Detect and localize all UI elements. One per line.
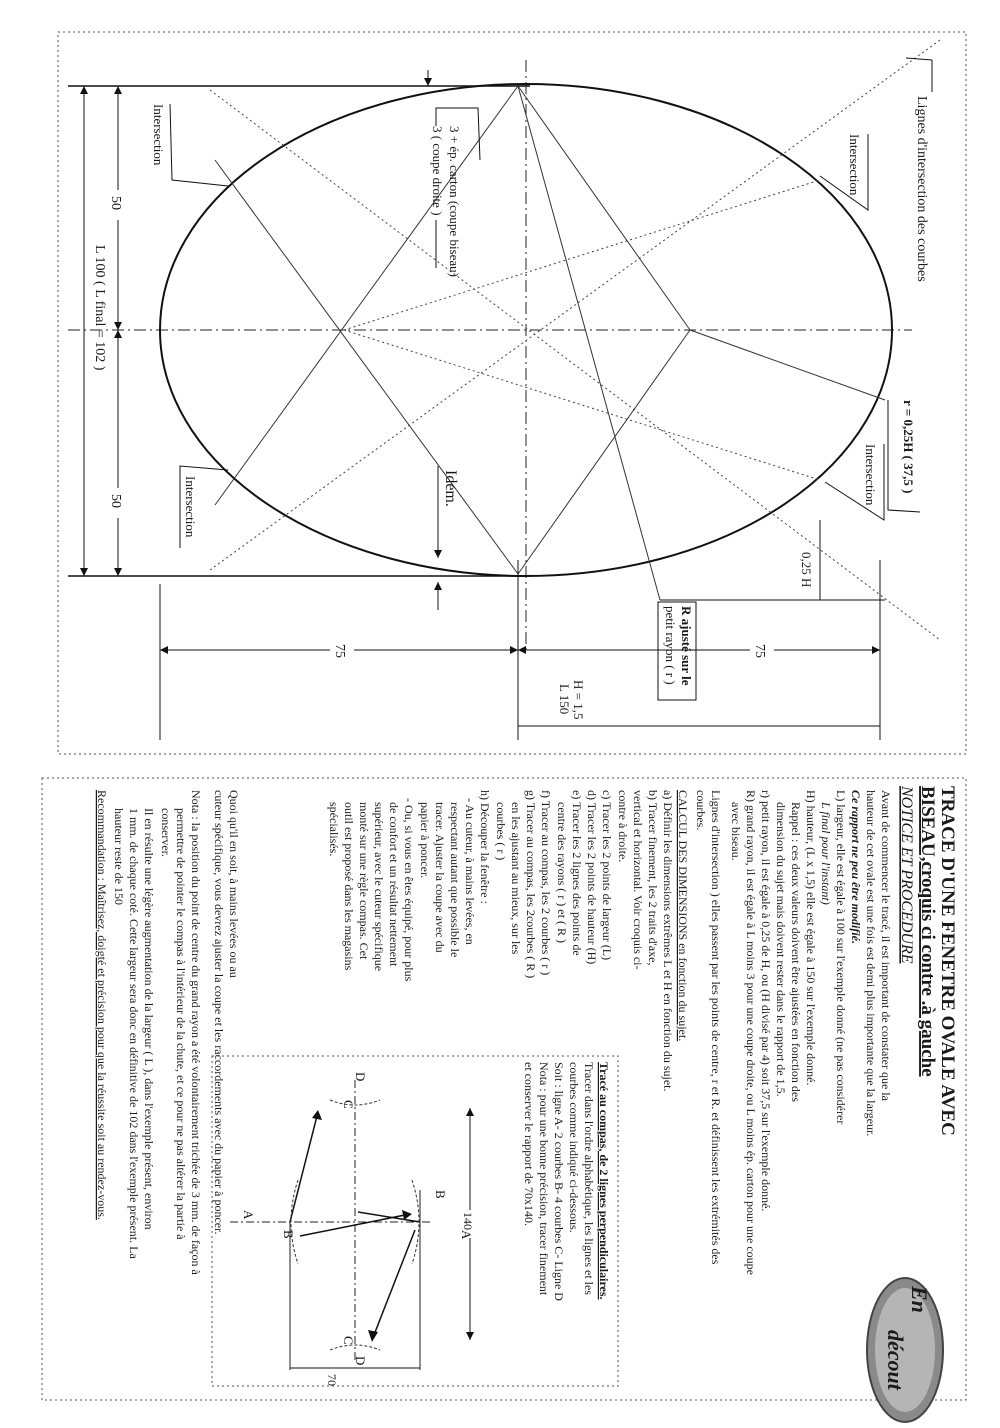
dim-H-label: H = 1,5 [571, 680, 586, 720]
dim-50-right: 50 [108, 494, 123, 508]
arrow-50-top [114, 86, 122, 94]
notice-line: R) grand rayon, il est égale à L moins 3 pour une coupe droite, ou L moins ép. carton pour une coupe [744, 790, 758, 1275]
notice-line: g) Tracer au compas, les 2courbes ( R ) [524, 790, 538, 979]
sketch-dim-140-arrow-top [466, 1108, 474, 1116]
sketch-arrow-2-head [402, 1210, 412, 1220]
notice-line: a) Définir les dimensions extrêmes L et H en fonction du sujet. [661, 790, 675, 1092]
notice-line: Rappel : ces deux valeurs doivent être ajustées en fonction des [789, 802, 803, 1102]
sketch-D2: D [353, 1356, 368, 1366]
sketch-arrow-1 [290, 1112, 318, 1222]
oval-drawing [58, 32, 966, 754]
notice-line: vertical et horizontal. Voir croquis ci- [631, 790, 645, 970]
radius-line-4 [518, 86, 660, 600]
notice-line: courbes ( r ) [494, 802, 508, 861]
sketch-A2: A [459, 1230, 474, 1240]
notice-line: Nota : la position du point de centre du grand rayon a été volontairement trichée de 3 mm. de façon à [189, 790, 203, 1275]
dim-50-left: 50 [108, 196, 123, 210]
radius-line-5 [215, 86, 518, 505]
notice-line: monté sur une règle compas. Cet [357, 802, 371, 960]
carton-label-1: 3 + ép. carton (coupe biseau) [447, 126, 462, 277]
carton-label-2: 3 ( coupe droite ) [430, 126, 445, 216]
arrow-L-bottom [80, 568, 88, 576]
radius-line-6 [215, 160, 518, 574]
notice-line: 1 mm. de chaque coté. Cette largeur sera donc en définitive de 102 dans l'exemple présent. La [127, 808, 141, 1259]
dim-75-top: 75 [752, 644, 767, 658]
notice-line: c) Tracer les 2 points de largeur (L) [600, 790, 614, 961]
notice-line: H) hauteur, (L x 1,5) elle est égale à 150 sur l'exemple donné. [804, 790, 818, 1086]
dim-L100-label: L 100 ( L final = 102 ) [92, 245, 107, 371]
notice-line: supérieur, avec le cuteur spécifique [372, 802, 386, 972]
sketch-arrow-4 [372, 1230, 415, 1340]
sketch-dim-140: 140 [461, 1212, 475, 1230]
notice-line: Avant de commencer le tracé, il est important de constater que la [879, 790, 893, 1101]
notice-line: tracer. Ajuster la coupe avec du [433, 802, 447, 953]
arrow-H-left [160, 646, 168, 654]
intersection-line-c [344, 180, 820, 330]
notice-section: NOTICE ET PROCEDURE [898, 786, 915, 964]
intersection-label-1: Intersection [151, 104, 166, 166]
idem-arrow [434, 550, 442, 558]
notice-line: courbes. [694, 790, 708, 831]
notice-line: spécialisés. [327, 802, 341, 857]
sketch-A1: A [241, 1210, 256, 1220]
notice-line: avec biseau. [729, 802, 743, 861]
big-radius-label-1: R ajusté sur le [679, 606, 694, 686]
intersection-lines-label: Lignes d'intersection des courbes [914, 96, 929, 282]
notice-panel [42, 778, 966, 1422]
notice-line: outil est proposé dans les magasins [342, 802, 356, 971]
notice-line: h) Découper la fenêtre : [478, 790, 492, 904]
notice-line: hauteur reste de 150 [112, 808, 126, 905]
notice-line: e) Tracer les 2 lignes des points de [570, 790, 584, 956]
logo-text-1: En [907, 1286, 932, 1313]
idem-label: Idem. [442, 470, 459, 507]
carton-arrow [424, 78, 432, 86]
callout-intersection-lines-2 [906, 58, 932, 60]
notice-line: Il en résulte une légère augmentation de la largeur ( L ), dans l'exemple présent, environ [142, 808, 156, 1230]
notice-title: TRACE D'UNE FENETRE OVALE AVEC [937, 786, 958, 1136]
notice-line: Recommandation : Maîtrisez, doigté et précision pour que la réussite soit au rendez-vous. [95, 790, 109, 1220]
notice-line: Ce rapport ne peu être modifié. [849, 790, 863, 944]
sketch-C2: C [341, 1336, 356, 1345]
arrow-50-mid2 [114, 330, 122, 338]
arrow-L-top [80, 86, 88, 94]
notice-subtitle: BISEAU,croquis ci contre .à gauche [917, 786, 938, 1077]
intersection-label-3: Intersection [847, 134, 862, 196]
notice-line: permettre de pointer le compas à l'intérieur de la chute, et ce pour ne pas altérer la partie à [174, 808, 188, 1240]
sketch-C1: C [341, 1100, 356, 1109]
intersection-line-b [210, 40, 940, 570]
notice-line: contre à droite. [616, 790, 630, 863]
arrow-50-mid1 [114, 322, 122, 330]
intersection-line-d [344, 330, 820, 480]
big-radius-label-2: petit rayon ( r ) [663, 606, 678, 685]
sketch-dim-140-arrow-bottom [466, 1332, 474, 1340]
notice-line: hauteur de cet ovale est une fois est demi plus importante que la largeur. [864, 790, 878, 1137]
notice-line: cuteur spécifique, vous devrez ajuster la coupe et les raccordements avec du papier à poncer. [212, 790, 226, 1235]
perpendicular-sketch [230, 1072, 480, 1386]
notice-line: f) Tracer au compas, les 2 courbes ( r ) [539, 790, 553, 976]
arrow-H-right [872, 646, 880, 654]
dim-75-bottom: 75 [332, 644, 347, 658]
box-line: Tracé au compas, de 2 lignes perpendiculaires. [597, 1062, 611, 1300]
notice-line: - Ou, si vous en êtes équipé, pour plus [402, 798, 416, 982]
drawing-frame [58, 32, 966, 754]
sketch-D1: D [353, 1072, 368, 1082]
small-radius-label: r = 0,25H ( 37,5 ) [901, 400, 916, 494]
radius-line-3 [690, 330, 885, 400]
notice-line: Quoi qu'il en soit, à mains levées ou au [227, 790, 241, 978]
notice-line: r) petit rayon, il est égale à 0,25 de H, ou (H divisé par 4) soit 37,5 sur l'exemple donné. [759, 790, 773, 1212]
arrow-50-bottom [114, 568, 122, 576]
arrow-H-mid1 [510, 646, 518, 654]
sketch-B2: B [281, 1230, 296, 1239]
notice-line: papier à poncer. [418, 802, 432, 879]
box-line: Soit : ligne A- 2 courbes B- 4 courbes C- Ligne D [552, 1062, 566, 1301]
sketch-dim-70: 70 [325, 1374, 339, 1386]
sketch-arrow-1-head [312, 1110, 322, 1120]
notice-line: respectant autant que possible le [448, 802, 462, 958]
notice-line: dimension du sujet mais doivent rester dans le rapport de 1,5. [774, 802, 788, 1097]
notice-line: conserver. [159, 808, 173, 857]
notice-line: b) Tracer finement, les 2 traits d'axe, [646, 790, 660, 966]
callout-1 [170, 104, 228, 186]
notice-line: CALCUL DES DIMENSIONS en fonction du sujet. [676, 790, 690, 1042]
box-line: Tracer dans l'ordre alphabétique, les lignes et les [582, 1062, 596, 1295]
sketch-arrow-4-head [368, 1330, 378, 1342]
logo-text-2: décout [883, 1330, 908, 1390]
intersection-label-4: Intersection [863, 444, 878, 506]
sketch-B1: B [433, 1190, 448, 1199]
box-line: et conserver le rapport de 70x140. [522, 1062, 536, 1226]
dim-025h-label: 0,25 H [799, 552, 814, 588]
arrow-H-mid2 [518, 646, 526, 654]
notice-line: de confort et un résultat nettement [387, 802, 401, 967]
notice-line: d) Tracer les 2 points de hauteur (H) [585, 790, 599, 965]
dim-L150-label: L 150 [557, 684, 572, 715]
notice-line: - Au cuteur, à mains levées, en [463, 798, 477, 945]
radius-line-1 [518, 86, 690, 330]
radius-line-2 [518, 330, 690, 574]
box-line: courbes comme indiqué ci-dessous. [567, 1062, 581, 1233]
notice-line: centre des rayons ( r ) et ( R ) [555, 802, 569, 943]
notice-line: L) largeur, elle est égale à 100 sur l'exemple donné (ne pas considérer [834, 790, 848, 1125]
idem-arrow-bottom [434, 582, 442, 590]
notice-line: L final pour l'instant) [819, 802, 833, 905]
notice-line: en les ajustant au mieux, sur les [509, 802, 523, 955]
notice-line: Lignes d'intersection ) elles passent par les points de centre, r et R. et définissent les extrémités des [709, 790, 723, 1265]
en-decout-logo [867, 1278, 943, 1422]
intersection-line-a [210, 90, 940, 640]
intersection-label-2: Intersection [183, 476, 198, 538]
box-line: Nota : pour une bonne précision, tracer finement [537, 1062, 551, 1296]
